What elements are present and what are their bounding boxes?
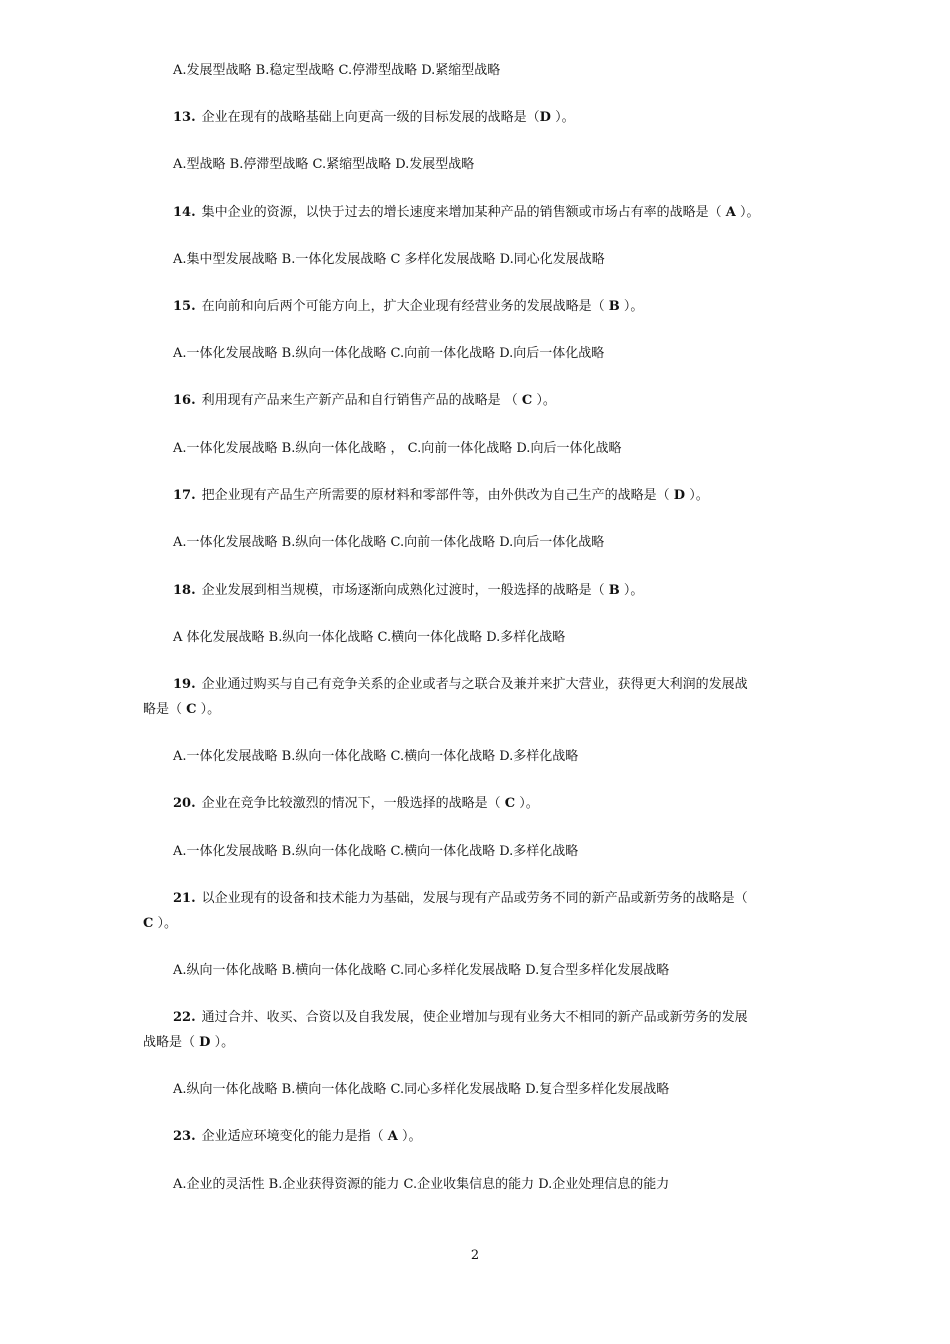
- question-15: [173, 296, 643, 318]
- question-close: ）。: [623, 583, 644, 598]
- answer-mark: A: [387, 1129, 398, 1144]
- question-close: ）。: [519, 796, 539, 811]
- answer-mark: C: [186, 702, 197, 717]
- question-number: 22.: [173, 1010, 196, 1025]
- question-close: ）。: [536, 393, 556, 408]
- answer-mark: D: [199, 1035, 211, 1050]
- options-line: A.纵向一体化战略 B.横向一体化战略 C.同心多样化发展战略 D.复合型多样化发展战略: [173, 1082, 670, 1097]
- question-number: 23.: [173, 1129, 196, 1144]
- question-text: 利用现有产品来生产新产品和自行销售产品的战略是 （: [201, 393, 518, 408]
- options-line: A.一体化发展战略 B.纵向一体化战略 C.向前一体化战略 D.向后一体化战略: [173, 535, 605, 550]
- page-number: 2: [470, 1248, 480, 1263]
- question-text: 把企业现有产品生产所需要的原材料和零部件等，由外供改为自己生产的战略是（: [201, 488, 670, 503]
- answer-mark: B: [608, 583, 620, 598]
- question-21-continued: [143, 913, 177, 935]
- answer-mark: A: [725, 205, 736, 220]
- question-close: ）。: [157, 916, 178, 931]
- question-number: 16.: [173, 393, 196, 408]
- question-close: ）。: [402, 1129, 422, 1144]
- answer-mark: C: [143, 916, 154, 931]
- options-line: A.企业的灵活性 B.企业获得资源的能力 C.企业收集信息的能力 D.企业处理信息的能力: [173, 1177, 670, 1192]
- options-line: A.发展型战略 B.稳定型战略 C.停滞型战略 D.紧缩型战略: [173, 63, 501, 78]
- question-number: 21.: [173, 891, 196, 906]
- question-17: [173, 485, 709, 507]
- options-line: A.型战略 B.停滞型战略 C.紧缩型战略 D.发展型战略: [173, 157, 475, 172]
- question-text: 集中企业的资源，以快于过去的增长速度来增加某种产品的销售额或市场占有率的战略是（: [201, 205, 722, 220]
- options-line: A 体化发展战略 B.纵向一体化战略 C.横向一体化战略 D.多样化战略: [173, 630, 566, 645]
- question-text: 略是（: [143, 702, 183, 717]
- question-number: 20.: [173, 796, 196, 811]
- options-line: A.一体化发展战略 B.纵向一体化战略 ， C.向前一体化战略 D.向后一体化战略: [173, 441, 622, 456]
- question-text: 企业在竞争比较激烈的情况下，一般选择的战略是（: [201, 796, 501, 811]
- options-line: A.纵向一体化战略 B.横向一体化战略 C.同心多样化发展战略 D.复合型多样化发展战略: [173, 963, 670, 978]
- question-number: 19.: [173, 677, 196, 692]
- answer-mark: C: [504, 796, 516, 811]
- question-16: [173, 390, 556, 412]
- question-19: [173, 674, 748, 696]
- question-text: 在向前和向后两个可能方向上，扩大企业现有经营业务的发展战略是（: [201, 299, 605, 314]
- answer-mark: C: [521, 393, 533, 408]
- question-number: 15.: [173, 299, 196, 314]
- question-14: [173, 202, 760, 224]
- answer-mark: D: [539, 110, 551, 125]
- question-13: [173, 107, 575, 129]
- question-20: [173, 793, 539, 815]
- question-23: [173, 1126, 422, 1148]
- options-line: A.集中型发展战略 B.一体化发展战略 C 多样化发展战略 D.同心化发展战略: [173, 252, 605, 267]
- question-text: 企业适应环境变化的能力是指（: [201, 1129, 384, 1144]
- answer-mark: D: [673, 488, 686, 503]
- options-line: A.一体化发展战略 B.纵向一体化战略 C.横向一体化战略 D.多样化战略: [173, 749, 579, 764]
- question-close: ）。: [740, 205, 760, 220]
- question-number: 13.: [173, 110, 196, 125]
- question-number: 18.: [173, 583, 196, 598]
- question-close: ）。: [623, 299, 644, 314]
- options-line: A.一体化发展战略 B.纵向一体化战略 C.向前一体化战略 D.向后一体化战略: [173, 346, 605, 361]
- question-18: [173, 580, 643, 602]
- question-close: ）。: [555, 110, 575, 125]
- question-close: ）。: [214, 1035, 235, 1050]
- options-line: A.一体化发展战略 B.纵向一体化战略 C.横向一体化战略 D.多样化战略: [173, 844, 579, 859]
- question-text: 战略是（: [143, 1035, 196, 1050]
- question-19-continued: [143, 699, 220, 721]
- question-22: [173, 1007, 748, 1029]
- question-text: 以企业现有的设备和技术能力为基础，发展与现有产品或劳务不同的新产品或新劳务的战略是（: [201, 891, 748, 906]
- question-close: ）。: [200, 702, 221, 717]
- question-number: 14.: [173, 205, 196, 220]
- question-22-continued: [143, 1032, 234, 1054]
- question-text: 通过合并、收买、合资以及自我发展，使企业增加与现有业务大不相同的新产品或新劳务的发展: [201, 1010, 748, 1025]
- question-close: ）。: [689, 488, 709, 503]
- question-number: 17.: [173, 488, 196, 503]
- question-text: 企业发展到相当规模，市场逐渐向成熟化过渡时，一般选择的战略是（: [201, 583, 605, 598]
- answer-mark: B: [608, 299, 620, 314]
- question-text: 企业在现有的战略基础上向更高一级的目标发展的战略是（: [201, 110, 540, 125]
- question-text: 企业通过购买与自己有竞争关系的企业或者与之联合及兼并来扩大营业，获得更大利润的发展战: [201, 677, 748, 692]
- question-21: [173, 888, 748, 910]
